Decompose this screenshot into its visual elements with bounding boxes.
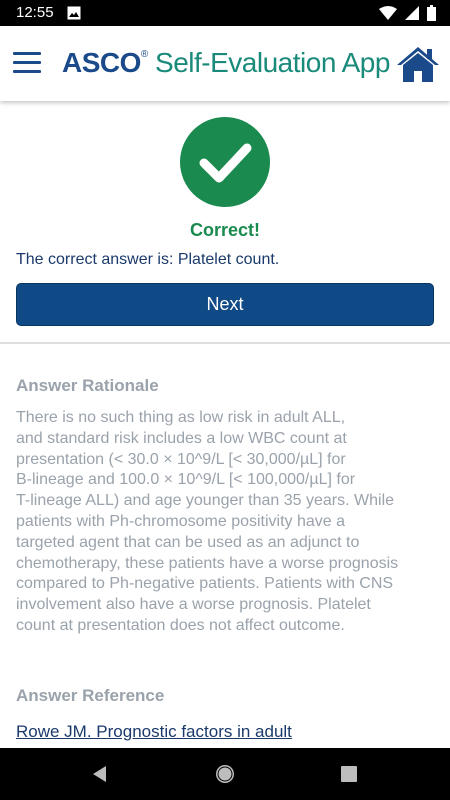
signal-icon [405, 6, 419, 25]
rationale-line: There is no such thing as low risk in adult ALL, [16, 409, 346, 426]
recents-icon[interactable] [337, 762, 361, 786]
status-bar [0, 0, 450, 26]
image-icon [67, 6, 81, 25]
reference-heading: Answer Reference [16, 686, 165, 705]
rationale-line: patients with Ph-chromosome positivity have a [16, 512, 346, 530]
rationale-text [16, 408, 436, 637]
reference-link[interactable]: Rowe JM. Prognostic factors in adult [16, 722, 292, 741]
brand-asco: ASCO [62, 47, 141, 78]
home-circle-icon[interactable] [213, 762, 237, 786]
checkmark-icon [180, 117, 270, 207]
divider [0, 342, 450, 344]
system-nav-bar [0, 748, 450, 800]
home-icon[interactable] [396, 44, 440, 84]
rationale-heading: Answer Rationale [16, 376, 159, 395]
brand-registered-mark: ® [140, 49, 148, 60]
wifi-icon [379, 6, 397, 25]
status-time: 12:55 [16, 4, 54, 21]
app-title [62, 47, 390, 79]
result-status: Correct! [189, 220, 260, 240]
rationale-line: T-lineage ALL) and age younger than 35 years. While [16, 492, 395, 510]
back-icon[interactable] [88, 762, 112, 786]
rationale-line: presentation (< 30.0 × 10^9/L [< 30,000/µL] for [16, 450, 346, 468]
status-icons [379, 5, 436, 26]
rationale-line: involvement also have a worse prognosis. Platelet [16, 596, 371, 614]
rationale-line: targeted agent that can be used as an adjunct to [16, 533, 360, 551]
rationale-line: chemotherapy, these patients have a worse prognosis [16, 554, 399, 572]
brand-subtitle: Self-Evaluation App [147, 47, 390, 78]
rationale-line: compared to Ph-negative patients. Patients with CNS [16, 575, 394, 593]
rationale-line: count at presentation does not affect outcome. [16, 616, 345, 634]
correct-answer-text: The correct answer is: Platelet count. [16, 251, 280, 268]
app-bar [0, 26, 450, 101]
rationale-line: B-lineage and 100.0 × 10^9/L [< 100,000/µL] for [16, 471, 356, 489]
battery-icon [427, 5, 436, 26]
rationale-line: and standard risk includes a low WBC count at [16, 429, 347, 447]
next-button[interactable]: Next [16, 283, 434, 326]
hamburger-menu-icon[interactable] [13, 52, 41, 74]
